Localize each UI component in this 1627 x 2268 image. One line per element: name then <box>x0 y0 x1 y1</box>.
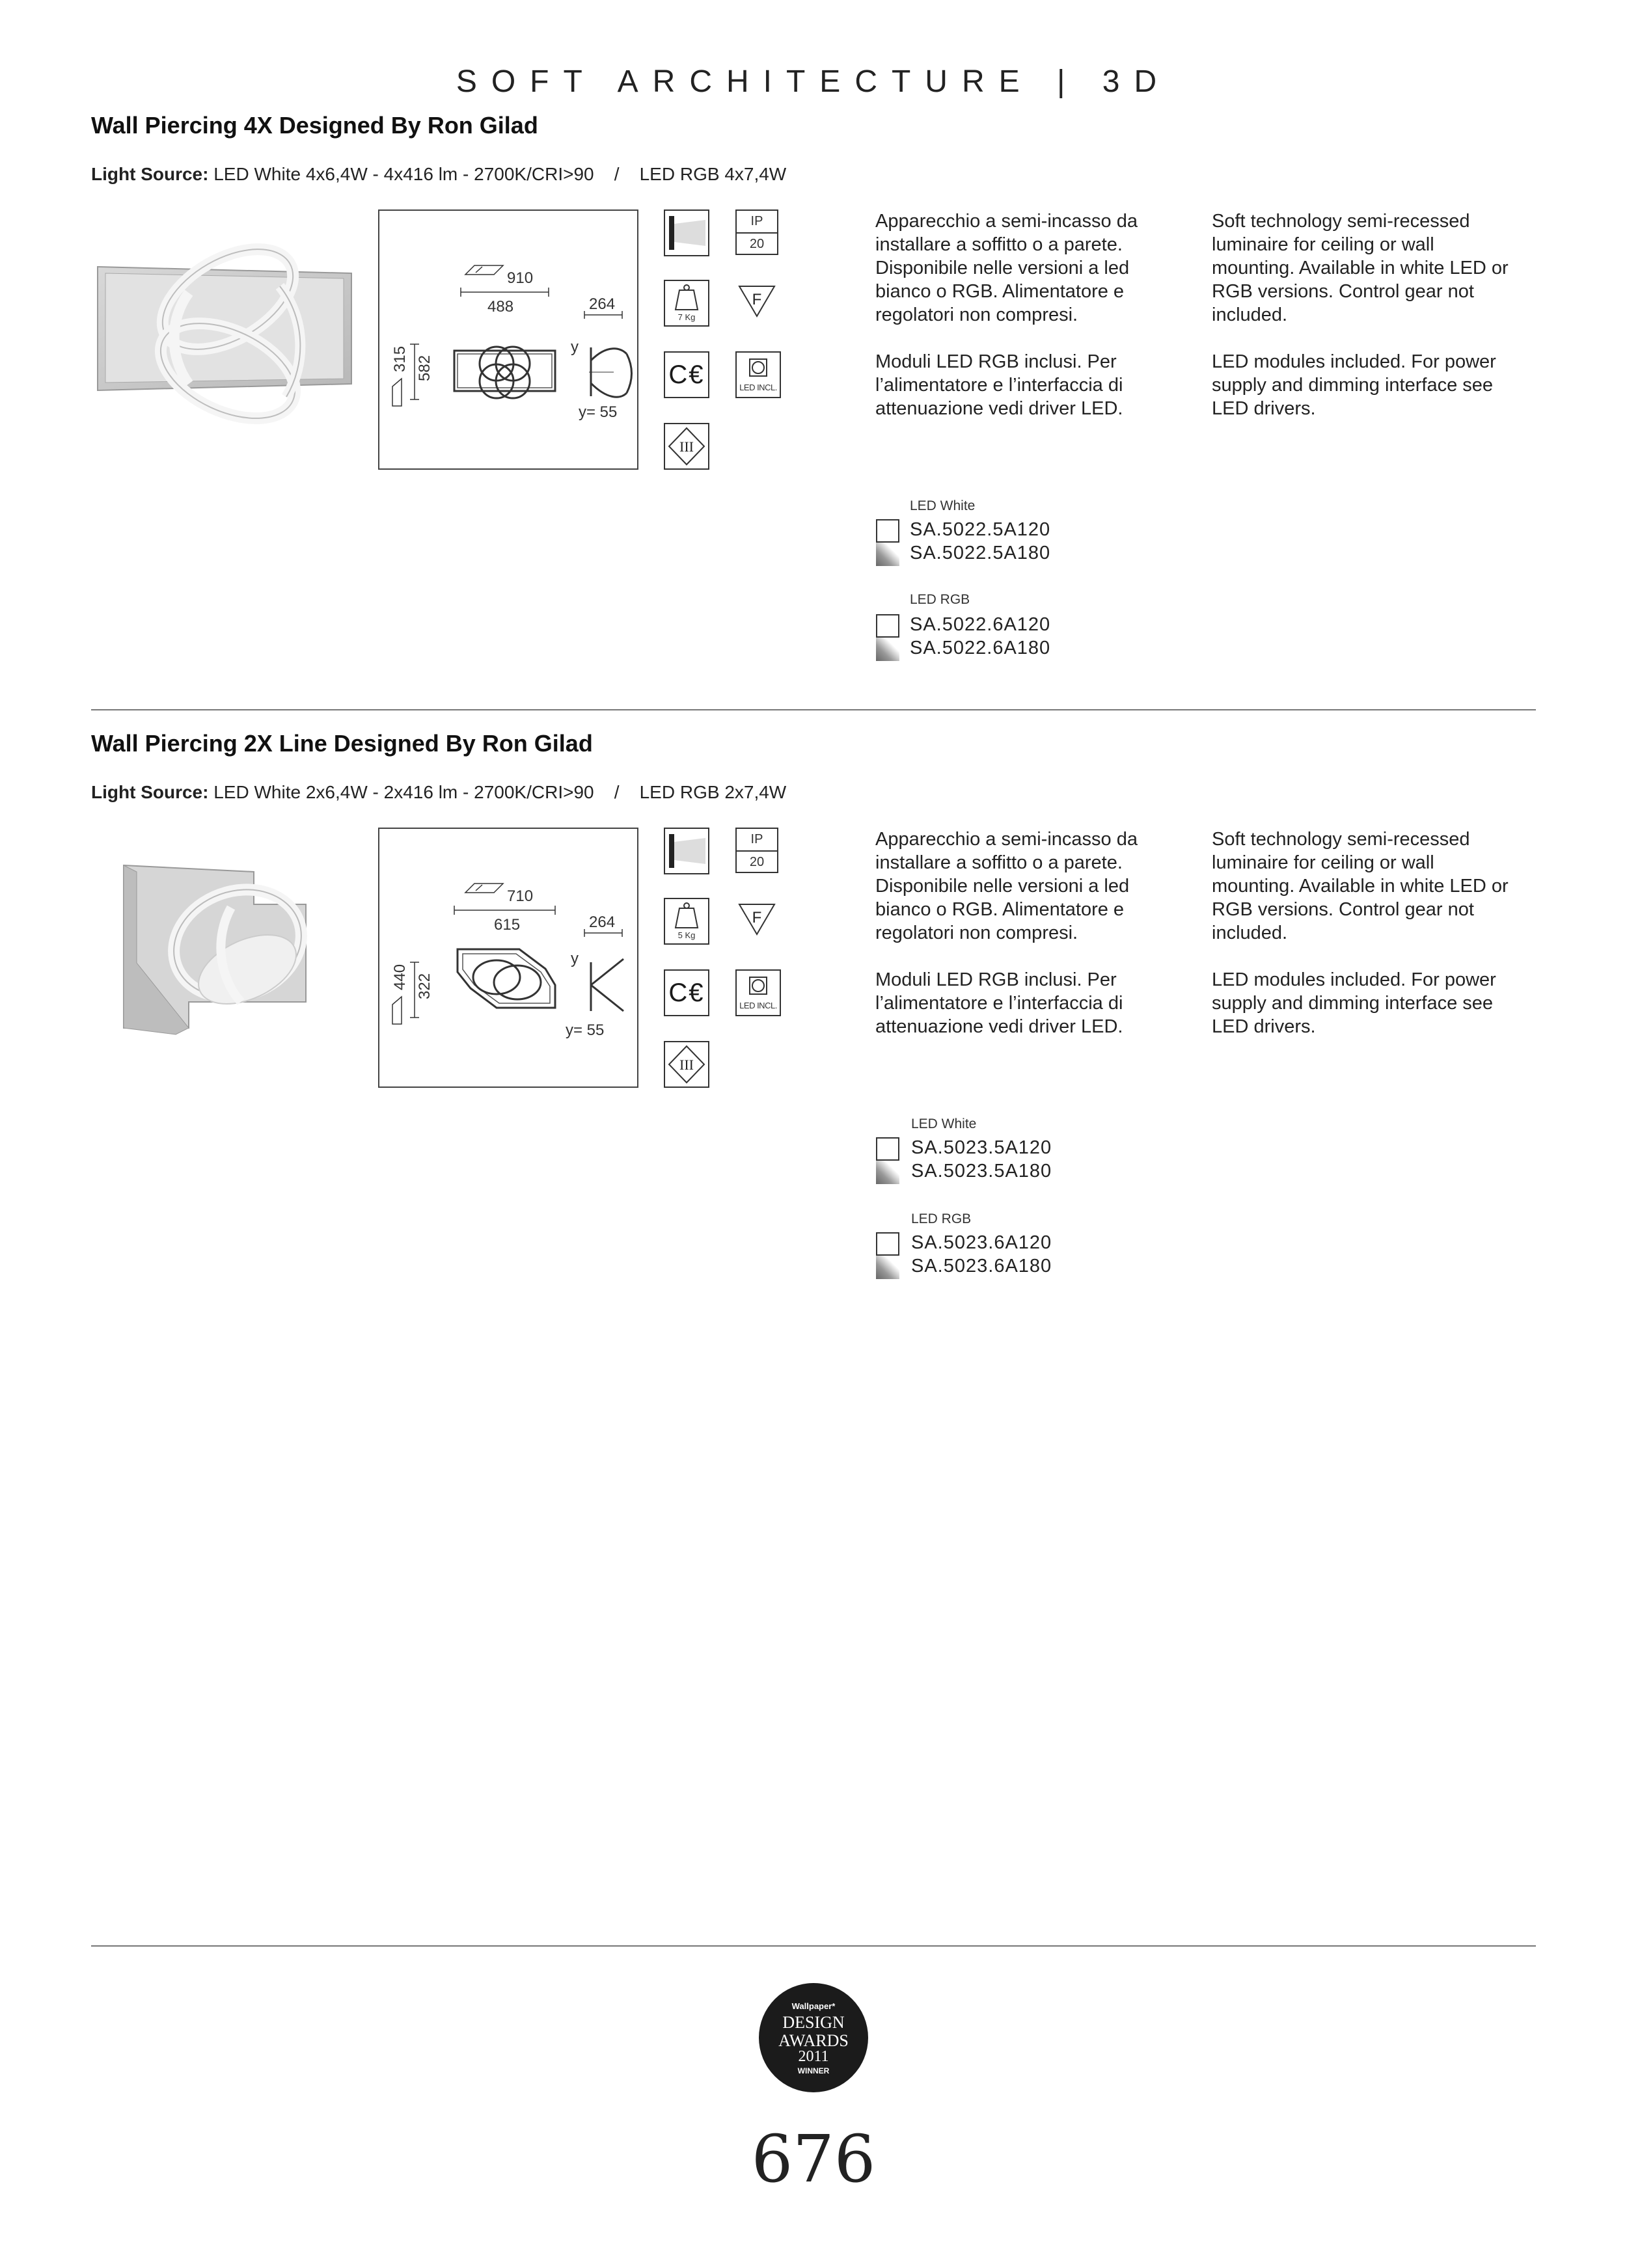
badge-line-2: DESIGN <box>782 2013 845 2032</box>
product-title: Wall Piercing 2X Line Designed By Ron Gilad <box>91 730 593 757</box>
page-number: 676 <box>751 2121 876 2197</box>
light-source-value: LED White 2x6,4W - 2x416 lm - 2700K/CRI>90 / LED RGB 2x7,4W <box>208 782 787 802</box>
dim-y-label: y <box>571 338 579 356</box>
technical-drawing <box>378 828 638 1088</box>
dim-total-height: 315 <box>391 345 409 372</box>
section-divider <box>91 709 1536 710</box>
weight-label: 7 Kg <box>677 312 696 322</box>
product-code: SA.5023.6A120 <box>911 1232 1052 1253</box>
mounting-icon <box>664 828 709 874</box>
ip-rating-badge <box>735 828 778 873</box>
weight-icon <box>664 280 709 327</box>
class-iii-icon <box>664 1041 709 1088</box>
description-english-2: LED modules included. For power supply and dimming interface see LED drivers. <box>1212 969 1496 1037</box>
code-group-label: LED White <box>910 498 976 513</box>
finish-swatch-chrome <box>876 543 899 566</box>
finish-swatch-white <box>876 1232 899 1256</box>
svg-text:F: F <box>752 909 762 926</box>
class-iii-icon <box>664 423 709 470</box>
ce-mark-icon: C€ <box>664 351 709 398</box>
product-code: SA.5023.5A180 <box>911 1161 1052 1181</box>
svg-text:III: III <box>679 1057 694 1073</box>
ip-label: IP <box>750 214 763 228</box>
dim-width: 488 <box>487 298 514 316</box>
product-code: SA.5022.6A180 <box>910 638 1051 658</box>
dim-depth: 264 <box>589 295 616 313</box>
dim-total-width: 910 <box>507 269 534 287</box>
ip-value: 20 <box>737 850 777 873</box>
code-group-label: LED RGB <box>910 592 970 607</box>
finish-swatch-chrome <box>876 1256 899 1279</box>
weight-label: 5 Kg <box>677 930 696 940</box>
led-incl-label: LED INCL. <box>739 1001 777 1010</box>
ip-value: 20 <box>737 232 777 255</box>
description-english <box>1212 828 1511 1062</box>
badge-line-4: 2011 <box>798 2048 829 2065</box>
finish-swatch-chrome <box>876 1161 899 1184</box>
dim-y-value: y= 55 <box>579 403 618 421</box>
product-photo <box>91 846 364 1080</box>
description-italian-1: Apparecchio a semi-incasso da installare a soffitto o a parete. Disponibile nelle versioni a led bianco o RGB. Alimentatore e regolatori non compresi. <box>875 211 1138 325</box>
weight-icon <box>664 898 709 945</box>
footer-divider <box>91 1945 1536 1947</box>
light-source <box>91 782 786 803</box>
badge-line-5: WINNER <box>797 2066 830 2075</box>
badge-line-1: Wallpaper* <box>791 2001 836 2011</box>
description-italian-2: Moduli LED RGB inclusi. Per l’alimentatore e l’interfaccia di attenuazione vedi driver LED. <box>875 351 1123 419</box>
description-italian-2: Moduli LED RGB inclusi. Per l’alimentatore e l’interfaccia di attenuazione vedi driver LED. <box>875 969 1123 1037</box>
description-english <box>1212 209 1511 444</box>
product-code: SA.5022.5A180 <box>910 543 1051 563</box>
svg-text:F: F <box>752 291 762 308</box>
ce-mark-icon: C€ <box>664 969 709 1016</box>
product-code: SA.5022.6A120 <box>910 614 1051 635</box>
svg-text:III: III <box>679 439 694 455</box>
finish-swatch-white <box>876 1137 899 1161</box>
description-english-1: Soft technology semi-recessed luminaire for ceiling or wall mounting. Available in white LED or RGB versions. Control gear not included. <box>1212 211 1509 325</box>
light-source-value: LED White 4x6,4W - 4x416 lm - 2700K/CRI>90 / LED RGB 4x7,4W <box>208 164 787 184</box>
dim-total-height: 440 <box>391 964 409 990</box>
code-group-label: LED White <box>911 1116 977 1131</box>
finish-swatch-white <box>876 614 899 638</box>
description-english-1: Soft technology semi-recessed luminaire for ceiling or wall mounting. Available in white LED or RGB versions. Control gear not included. <box>1212 829 1509 943</box>
description-italian-1: Apparecchio a semi-incasso da installare a soffitto o a parete. Disponibile nelle versioni a led bianco o RGB. Alimentatore e regolatori non compresi. <box>875 829 1138 943</box>
dim-height: 322 <box>416 973 433 999</box>
finish-swatch-chrome <box>876 638 899 661</box>
dim-depth: 264 <box>589 913 616 931</box>
description-italian <box>875 209 1175 444</box>
code-group-label: LED RGB <box>911 1211 972 1226</box>
dim-y-label: y <box>571 950 579 967</box>
finish-swatch-white <box>876 519 899 543</box>
description-italian <box>875 828 1175 1062</box>
light-source-label: Light Source: <box>91 782 209 802</box>
page-header-title: SOFT ARCHITECTURE | 3D <box>456 64 1171 99</box>
product-code: SA.5023.6A180 <box>911 1256 1052 1276</box>
badge-line-3: AWARDS <box>778 2031 849 2050</box>
dim-width: 615 <box>494 916 521 934</box>
led-included-icon <box>735 969 781 1016</box>
dim-y-value: y= 55 <box>566 1021 605 1039</box>
product-code: SA.5022.5A120 <box>910 519 1051 540</box>
dim-total-width: 710 <box>507 887 534 905</box>
f-mark-icon <box>735 280 781 327</box>
design-award-badge <box>759 1983 868 2092</box>
product-title: Wall Piercing 4X Designed By Ron Gilad <box>91 112 538 139</box>
ip-rating-badge <box>735 209 778 255</box>
product-code: SA.5023.5A120 <box>911 1137 1052 1158</box>
product-photo <box>91 208 364 442</box>
mounting-icon <box>664 209 709 256</box>
dim-height: 582 <box>416 355 433 381</box>
led-incl-label: LED INCL. <box>739 383 777 392</box>
description-english-2: LED modules included. For power supply and dimming interface see LED drivers. <box>1212 351 1496 419</box>
light-source <box>91 164 786 185</box>
light-source-label: Light Source: <box>91 164 209 184</box>
led-included-icon <box>735 351 781 398</box>
f-mark-icon <box>735 898 781 945</box>
ip-label: IP <box>750 832 763 846</box>
technical-drawing <box>378 209 638 470</box>
